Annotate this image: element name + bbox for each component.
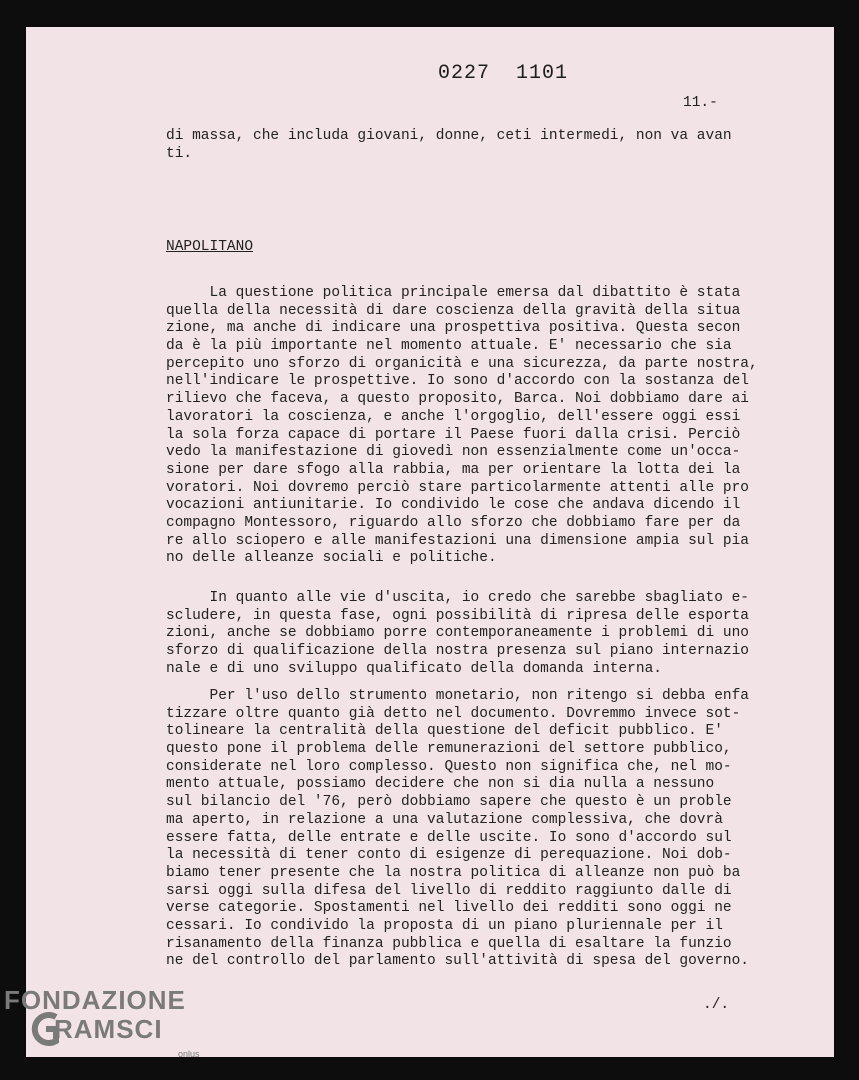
text-line: Per l'uso dello strumento monetario, non ritengo si debba enfa xyxy=(166,688,749,704)
text-line: da è la più importante nel momento attuale. E' necessario che sia xyxy=(166,338,732,355)
text-line: cessari. Io condivido la proposta di un piano pluriennale per il xyxy=(166,917,723,934)
text-line: quella della necessità di dare coscienza della gravità della situa xyxy=(166,302,741,319)
text-line: scludere, in questa fase, ogni possibilità di ripresa delle esporta xyxy=(166,607,749,624)
text-line: considerate nel loro complesso. Questo non significa che, nel mo- xyxy=(166,758,732,775)
text-line: biamo tener presente che la nostra politica di alleanze non può ba xyxy=(166,864,741,881)
text-line: zioni, anche se dobbiamo porre contemporaneamente i problemi di uno xyxy=(166,625,749,642)
text-line: la sola forza capace di portare il Paese fuori dalla crisi. Perciò xyxy=(166,426,741,443)
text-line: mento attuale, possiamo decidere che non si dia nulla a nessuno xyxy=(166,776,715,793)
watermark-line3: onlus xyxy=(178,1049,200,1059)
text-line: sarsi oggi sulla difesa del livello di reddito raggiunto dalle di xyxy=(166,882,732,899)
text-line: risanamento della finanza pubblica e quella di esaltare la funzio xyxy=(166,935,732,952)
text-line: La questione politica principale emersa dal dibattito è stata xyxy=(166,285,741,301)
text-line: voratori. Noi dovremo perciò stare particolarmente attenti alle pro xyxy=(166,479,749,496)
intro-text xyxy=(166,128,826,163)
text-line: tizzare oltre quanto già detto nel documento. Dovremmo invece sot- xyxy=(166,705,741,722)
text-line: ti. xyxy=(166,145,193,162)
text-line: ma aperto, in relazione a una valutazione complessiva, che dovrà xyxy=(166,811,723,828)
watermark-line1: FONDAZIONE xyxy=(4,985,186,1015)
text-line: ne del controllo del parlamento sull'attività di spesa del governo. xyxy=(166,953,749,970)
archive-number-1: 0227 xyxy=(438,62,491,85)
section-heading: NAPOLITANO xyxy=(166,239,254,255)
continuation-mark: ./. xyxy=(703,997,730,1013)
text-line: vedo la manifestazione di giovedì non essenzialmente come un'occa- xyxy=(166,444,741,461)
text-line: tolineare la centralità della questione del deficit pubblico. E' xyxy=(166,723,723,740)
page-number: 11.- xyxy=(683,95,718,111)
text-line: re allo sciopero e alle manifestazioni una dimensione ampia sul pia xyxy=(166,532,749,549)
text-line: nale e di uno sviluppo qualificato della domanda interna. xyxy=(166,660,662,677)
text-line: rilievo che faceva, a questo proposito, Barca. Noi dobbiamo dare ai xyxy=(166,391,749,408)
text-line: vocazioni antiunitarie. Io condivido le cose che andava dicendo il xyxy=(166,497,741,514)
archive-numbers xyxy=(438,62,594,85)
text-line: questo pone il problema delle remunerazioni del settore pubblico, xyxy=(166,741,732,758)
paragraph-3 xyxy=(166,688,826,971)
text-line: no delle alleanze sociali e politiche. xyxy=(166,550,497,567)
text-line: In quanto alle vie d'uscita, io credo che sarebbe sbagliato e- xyxy=(166,590,749,606)
text-line: nell'indicare le prospettive. Io sono d'accordo con la sostanza del xyxy=(166,373,749,390)
text-line: compagno Montessoro, riguardo allo sforzo che dobbiamo fare per da xyxy=(166,514,741,531)
text-line: sforzo di qualificazione della nostra presenza sul piano internazio xyxy=(166,643,749,660)
text-line: essere fatta, delle entrate e delle uscite. Io sono d'accordo sul xyxy=(166,829,732,846)
archive-number-2: 1101 xyxy=(516,62,569,85)
paragraph-2 xyxy=(166,590,826,678)
text-line: sione per dare sfogo alla rabbia, ma per orientare la lotta dei la xyxy=(166,461,741,478)
watermark xyxy=(4,985,224,1070)
text-line: sul bilancio del '76, però dobbiamo sapere che questo è un proble xyxy=(166,794,732,811)
text-line: verse categorie. Spostamenti nel livello dei redditi sono oggi ne xyxy=(166,900,732,917)
text-line: percepito uno sforzo di organicità e una sicurezza, da parte nostra, xyxy=(166,355,758,372)
text-line: la necessità di tener conto di esigenze di perequazione. Noi dob- xyxy=(166,847,732,864)
watermark-line2: RAMSCI xyxy=(54,1014,163,1044)
text-line: lavoratori la coscienza, e anche l'orgoglio, dell'essere oggi essi xyxy=(166,408,741,425)
paragraph-1 xyxy=(166,285,826,568)
text-line: zione, ma anche di indicare una prospettiva positiva. Questa secon xyxy=(166,320,741,337)
text-line: di massa, che includa giovani, donne, ceti intermedi, non va avan xyxy=(166,128,732,144)
